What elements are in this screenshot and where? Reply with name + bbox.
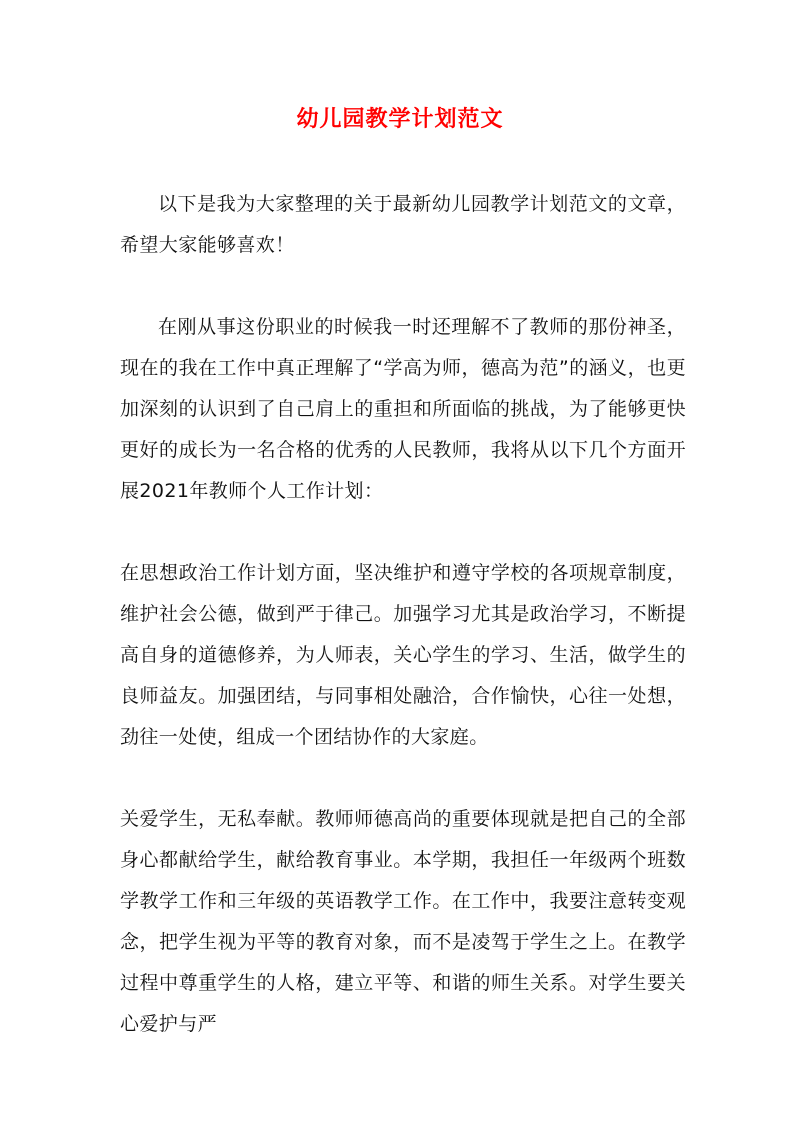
- paragraph-gap: [120, 512, 686, 553]
- paragraph-gap: [120, 266, 686, 307]
- care-students-paragraph: 关爱学生，无私奉献。教师师德高尚的重要体现就是把自己的全部身心都献给学生，献给教育事业。本学期，我担任一年级两个班数学教学工作和三年级的英语教学工作。在工作中，我要注意转变观念，把学生视为平等的教育对象，而不是凌驾于学生之上。在教学过程中尊重学生的人格，建立平等、和谐的师生关系。对学生要关心爱护与严: [120, 808, 686, 1035]
- document-body: [120, 184, 686, 1045]
- paragraph-gap: [120, 758, 686, 799]
- background-paragraph: 在刚从事这份职业的时候我一时还理解不了教师的那份神圣，现在的我在工作中真正理解了“学高为师，德高为范”的涵义，也更加深刻的认识到了自己肩上的重担和所面临的挑战，为了能够更快更好的成长为一名合格的优秀的人民教师，我将从以下几个方面开展2021年教师个人工作计划：: [120, 316, 686, 502]
- politics-paragraph: 在思想政治工作计划方面，坚决维护和遵守学校的各项规章制度，维护社会公德，做到严于律己。加强学习尤其是政治学习，不断提高自身的道德修养，为人师表，关心学生的学习、生活，做学生的良师益友。加强团结，与同事相处融洽，合作愉快，心往一处想，劲往一处使，组成一个团结协作的大家庭。: [120, 562, 686, 748]
- intro-paragraph: 以下是我为大家整理的关于最新幼儿园教学计划范文的文章，希望大家能够喜欢！: [120, 193, 686, 256]
- document-title: 幼儿园教学计划范文: [296, 107, 504, 132]
